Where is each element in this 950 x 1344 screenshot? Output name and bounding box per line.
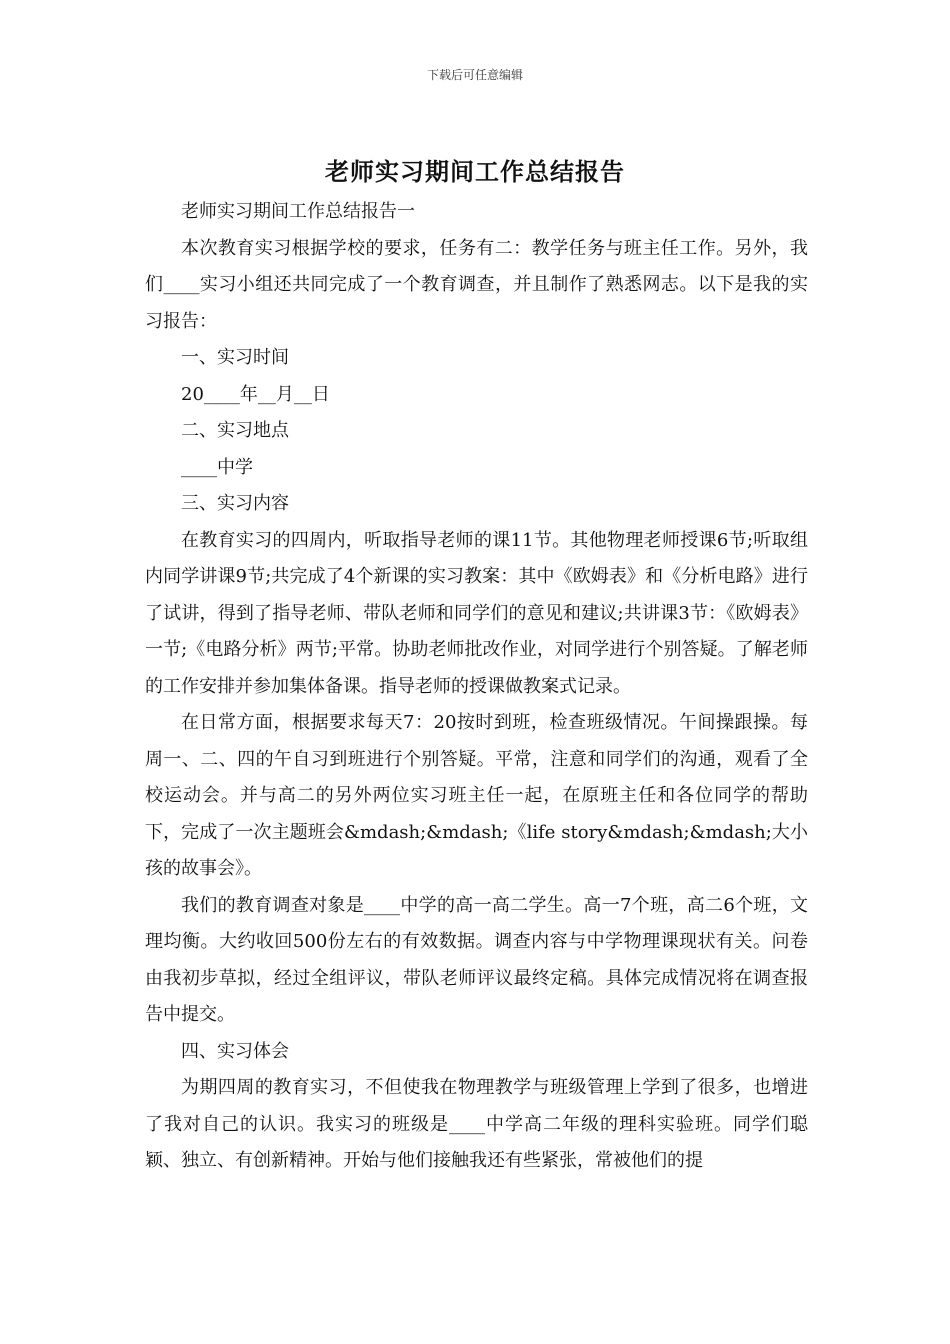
teaching-paragraph: 在教育实习的四周内，听取指导老师的课11节。其他物理老师授课6节;听取组内同学讲课9节;共完成了4个新课的实习教案：其中《欧姆表》和《分析电路》进行了试讲，得到了指导老师、带队老师和同学们的意见和建议;共讲课3节：《欧姆表》一节;《电路分析》两节;平常。协助老师批改作业，对同学进行个别答疑。了解老师的工作安排并参加集体备课。指导老师的授课做教案式记录。 bbox=[145, 529, 808, 697]
experience-paragraph: 为期四周的教育实习，不但使我在物理教学与班级管理上学到了很多，也增进了我对自己的认识。我实习的班级是____中学高二年级的理科实验班。同学们聪颖、独立、有创新精神。开始与他们接触我还有些紧张，常被他们的提 bbox=[145, 1077, 808, 1171]
section-heading-time: 一、实习时间 bbox=[181, 347, 289, 368]
survey-paragraph: 我们的教育调查对象是____中学的高一高二学生。高一7个班，高二6个班，文理均衡。大约收回500份左右的有效数据。调查内容与中学物理课现状有关。问卷由我初步草拟，经过全组评议，带队老师评议最终定稿。具体完成情况将在调查报告中提交。 bbox=[145, 894, 808, 1025]
section-heading-experience: 四、实习体会 bbox=[181, 1040, 289, 1062]
subtitle-paragraph: 老师实习期间工作总结报告一 bbox=[181, 201, 415, 222]
internship-date: 20____年__月__日 bbox=[181, 383, 330, 405]
section-heading-location: 二、实习地点 bbox=[181, 420, 289, 441]
intro-paragraph: 本次教育实习根据学校的要求，任务有二：教学任务与班主任工作。另外，我们____实习小组还共同完成了一个教育调查，并且制作了熟悉网志。以下是我的实习报告： bbox=[145, 237, 808, 332]
section-heading-content: 三、实习内容 bbox=[181, 493, 289, 514]
document-body bbox=[145, 194, 808, 1180]
page-header-note: 下载后可任意编辑 bbox=[426, 68, 523, 82]
internship-location: ____中学 bbox=[181, 456, 253, 478]
daily-work-paragraph: 在日常方面，根据要求每天7：20按时到班，检查班级情况。午间操跟操。每周一、二、四的午自习到班进行个别答疑。平常，注意和同学们的沟通，观看了全校运动会。并与高二的另外两位实习班主任一起，在原班主任和各位同学的帮助下，完成了一次主题班会&mdash;&mdash;《life story&mdash;&mdash;大小孩的故事会》。 bbox=[145, 712, 808, 879]
document-title: 老师实习期间工作总结报告 bbox=[325, 157, 625, 186]
